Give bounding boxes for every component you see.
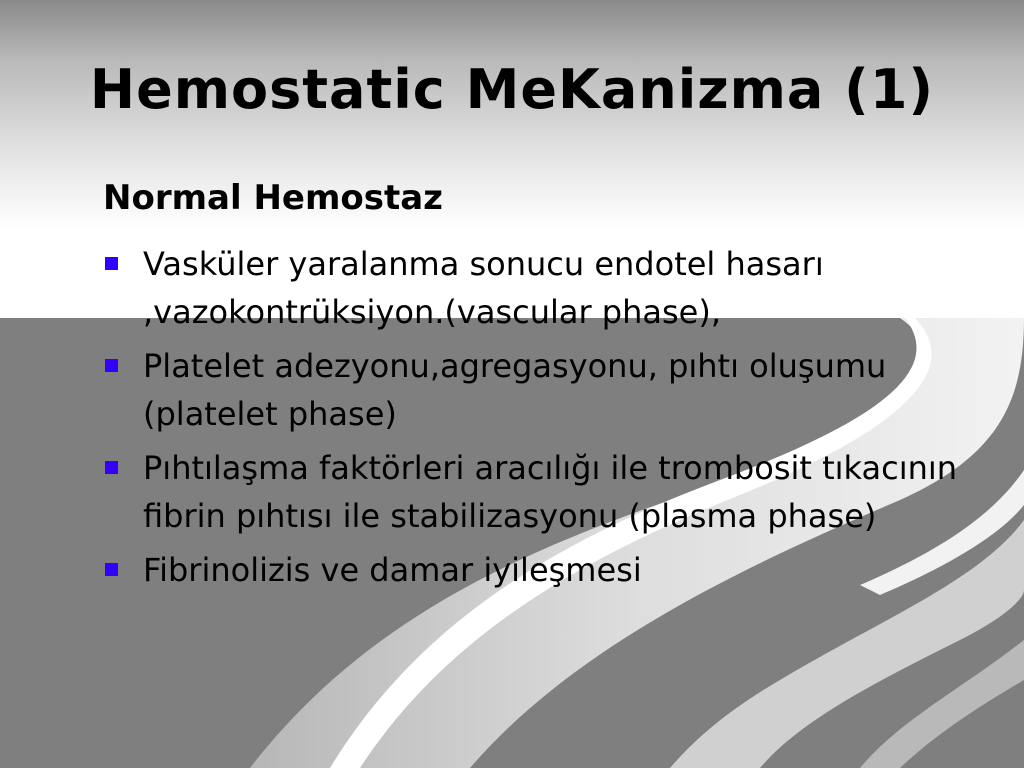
bullet-item [105, 342, 965, 438]
bullet-item [105, 444, 965, 540]
bullet-list [105, 240, 965, 600]
bullet-text: Vasküler yaralanma sonucu endotel hasarı ,vazokontrüksiyon.(vascular phase), [143, 245, 824, 331]
bullet-item [105, 240, 965, 336]
bullet-text: Pıhtılaşma faktörleri aracılığı ile trombosit tıkacının fibrin pıhtısı ile stabilizasyonu (plasma phase) [143, 449, 958, 535]
bullet-text: Fibrinolizis ve damar iyileşmesi [143, 551, 642, 589]
square-bullet-icon [105, 257, 118, 270]
bullet-item [105, 546, 965, 594]
slide-subtitle: Normal Hemostaz [103, 178, 443, 218]
square-bullet-icon [105, 461, 118, 474]
square-bullet-icon [105, 359, 118, 372]
square-bullet-icon [105, 563, 118, 576]
bullet-text: Platelet adezyonu,agregasyonu, pıhtı oluşumu (platelet phase) [143, 347, 887, 433]
slide-title: Hemostatic MeKanizma (1) [89, 58, 935, 121]
